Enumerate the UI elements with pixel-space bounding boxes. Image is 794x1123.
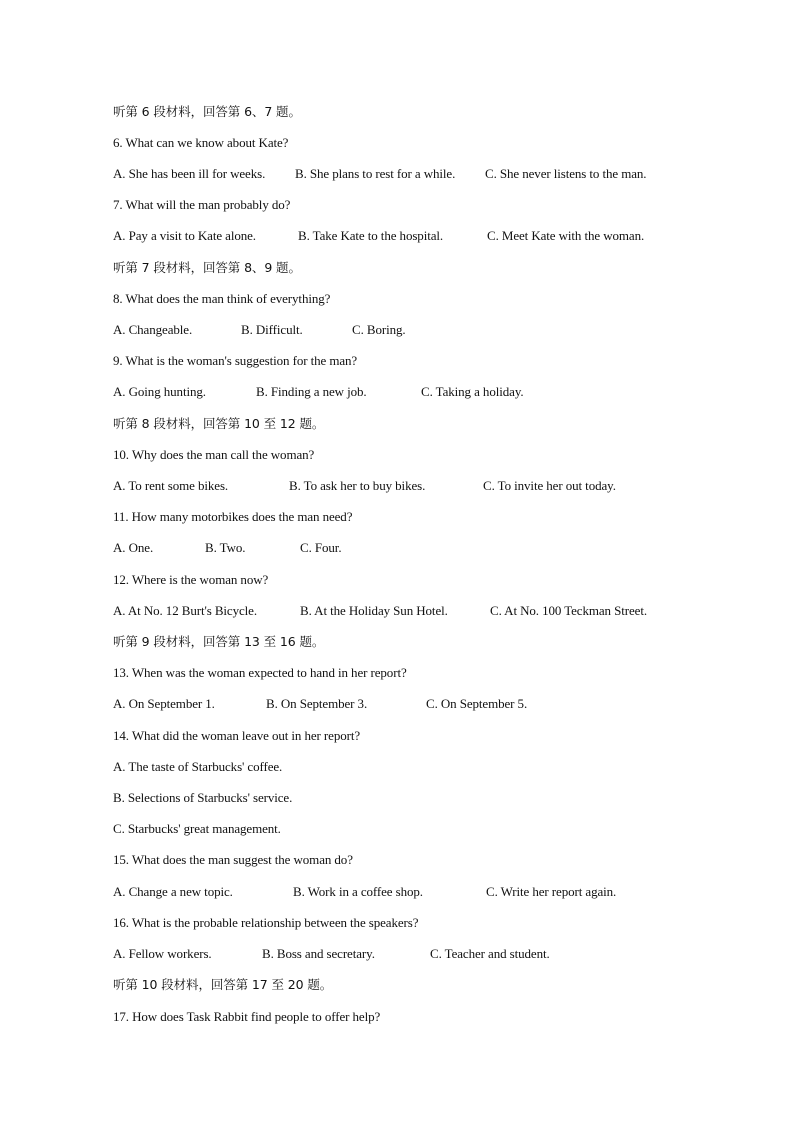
option-c: C. She never listens to the man. <box>485 166 647 181</box>
option-b: B. Take Kate to the hospital. <box>298 228 444 243</box>
question-text: 7. What will the man probably do? <box>113 197 291 212</box>
option-b: B. Difficult. <box>241 322 303 337</box>
option-b: B. Finding a new job. <box>256 384 367 399</box>
option-a: A. She has been ill for weeks. <box>113 166 266 181</box>
question-text: 10. Why does the man call the woman? <box>113 447 315 462</box>
section-heading: 听第 6 段材料，回答第 6、7 题。 <box>113 104 301 119</box>
option-c: C. At No. 100 Teckman Street. <box>490 603 647 618</box>
option-b: B. She plans to rest for a while. <box>295 166 456 181</box>
option-a: A. The taste of Starbucks' coffee. <box>113 759 283 774</box>
option-c: C. Teacher and student. <box>430 946 550 961</box>
question-text: 8. What does the man think of everything? <box>113 291 331 306</box>
option-b: B. To ask her to buy bikes. <box>289 478 426 493</box>
question-text: 15. What does the man suggest the woman do? <box>113 852 353 867</box>
option-b: B. At the Holiday Sun Hotel. <box>300 603 448 618</box>
option-a: A. Changeable. <box>113 322 193 337</box>
option-b: B. Selections of Starbucks' service. <box>113 790 293 805</box>
question-text: 11. How many motorbikes does the man need? <box>113 509 353 524</box>
option-c: C. Starbucks' great management. <box>113 821 281 836</box>
option-a: A. Fellow workers. <box>113 946 212 961</box>
option-a: A. One. <box>113 540 154 555</box>
question-text: 16. What is the probable relationship between the speakers? <box>113 915 419 930</box>
option-a: A. At No. 12 Burt's Bicycle. <box>113 603 257 618</box>
option-b: B. On September 3. <box>266 696 368 711</box>
section-heading: 听第 7 段材料，回答第 8、9 题。 <box>113 260 301 275</box>
option-c: C. Boring. <box>352 322 406 337</box>
option-c: C. Taking a holiday. <box>421 384 524 399</box>
question-text: 14. What did the woman leave out in her report? <box>113 728 361 743</box>
option-a: A. Going hunting. <box>113 384 206 399</box>
question-text: 6. What can we know about Kate? <box>113 135 289 150</box>
option-b: B. Work in a coffee shop. <box>293 884 423 899</box>
option-b: B. Boss and secretary. <box>262 946 375 961</box>
option-a: A. To rent some bikes. <box>113 478 229 493</box>
section-heading: 听第 10 段材料，回答第 17 至 20 题。 <box>113 977 333 992</box>
question-text: 13. When was the woman expected to hand in her report? <box>113 665 407 680</box>
option-a: A. Pay a visit to Kate alone. <box>113 228 256 243</box>
section-heading: 听第 8 段材料，回答第 10 至 12 题。 <box>113 416 325 431</box>
option-a: A. Change a new topic. <box>113 884 233 899</box>
option-b: B. Two. <box>205 540 246 555</box>
option-c: C. Write her report again. <box>486 884 617 899</box>
option-c: C. Four. <box>300 540 342 555</box>
question-text: 9. What is the woman's suggestion for the man? <box>113 353 358 368</box>
option-c: C. On September 5. <box>426 696 528 711</box>
option-a: A. On September 1. <box>113 696 215 711</box>
option-c: C. To invite her out today. <box>483 478 616 493</box>
question-text: 17. How does Task Rabbit find people to offer help? <box>113 1009 381 1024</box>
option-c: C. Meet Kate with the woman. <box>487 228 645 243</box>
question-text: 12. Where is the woman now? <box>113 572 269 587</box>
section-heading: 听第 9 段材料，回答第 13 至 16 题。 <box>113 634 325 649</box>
